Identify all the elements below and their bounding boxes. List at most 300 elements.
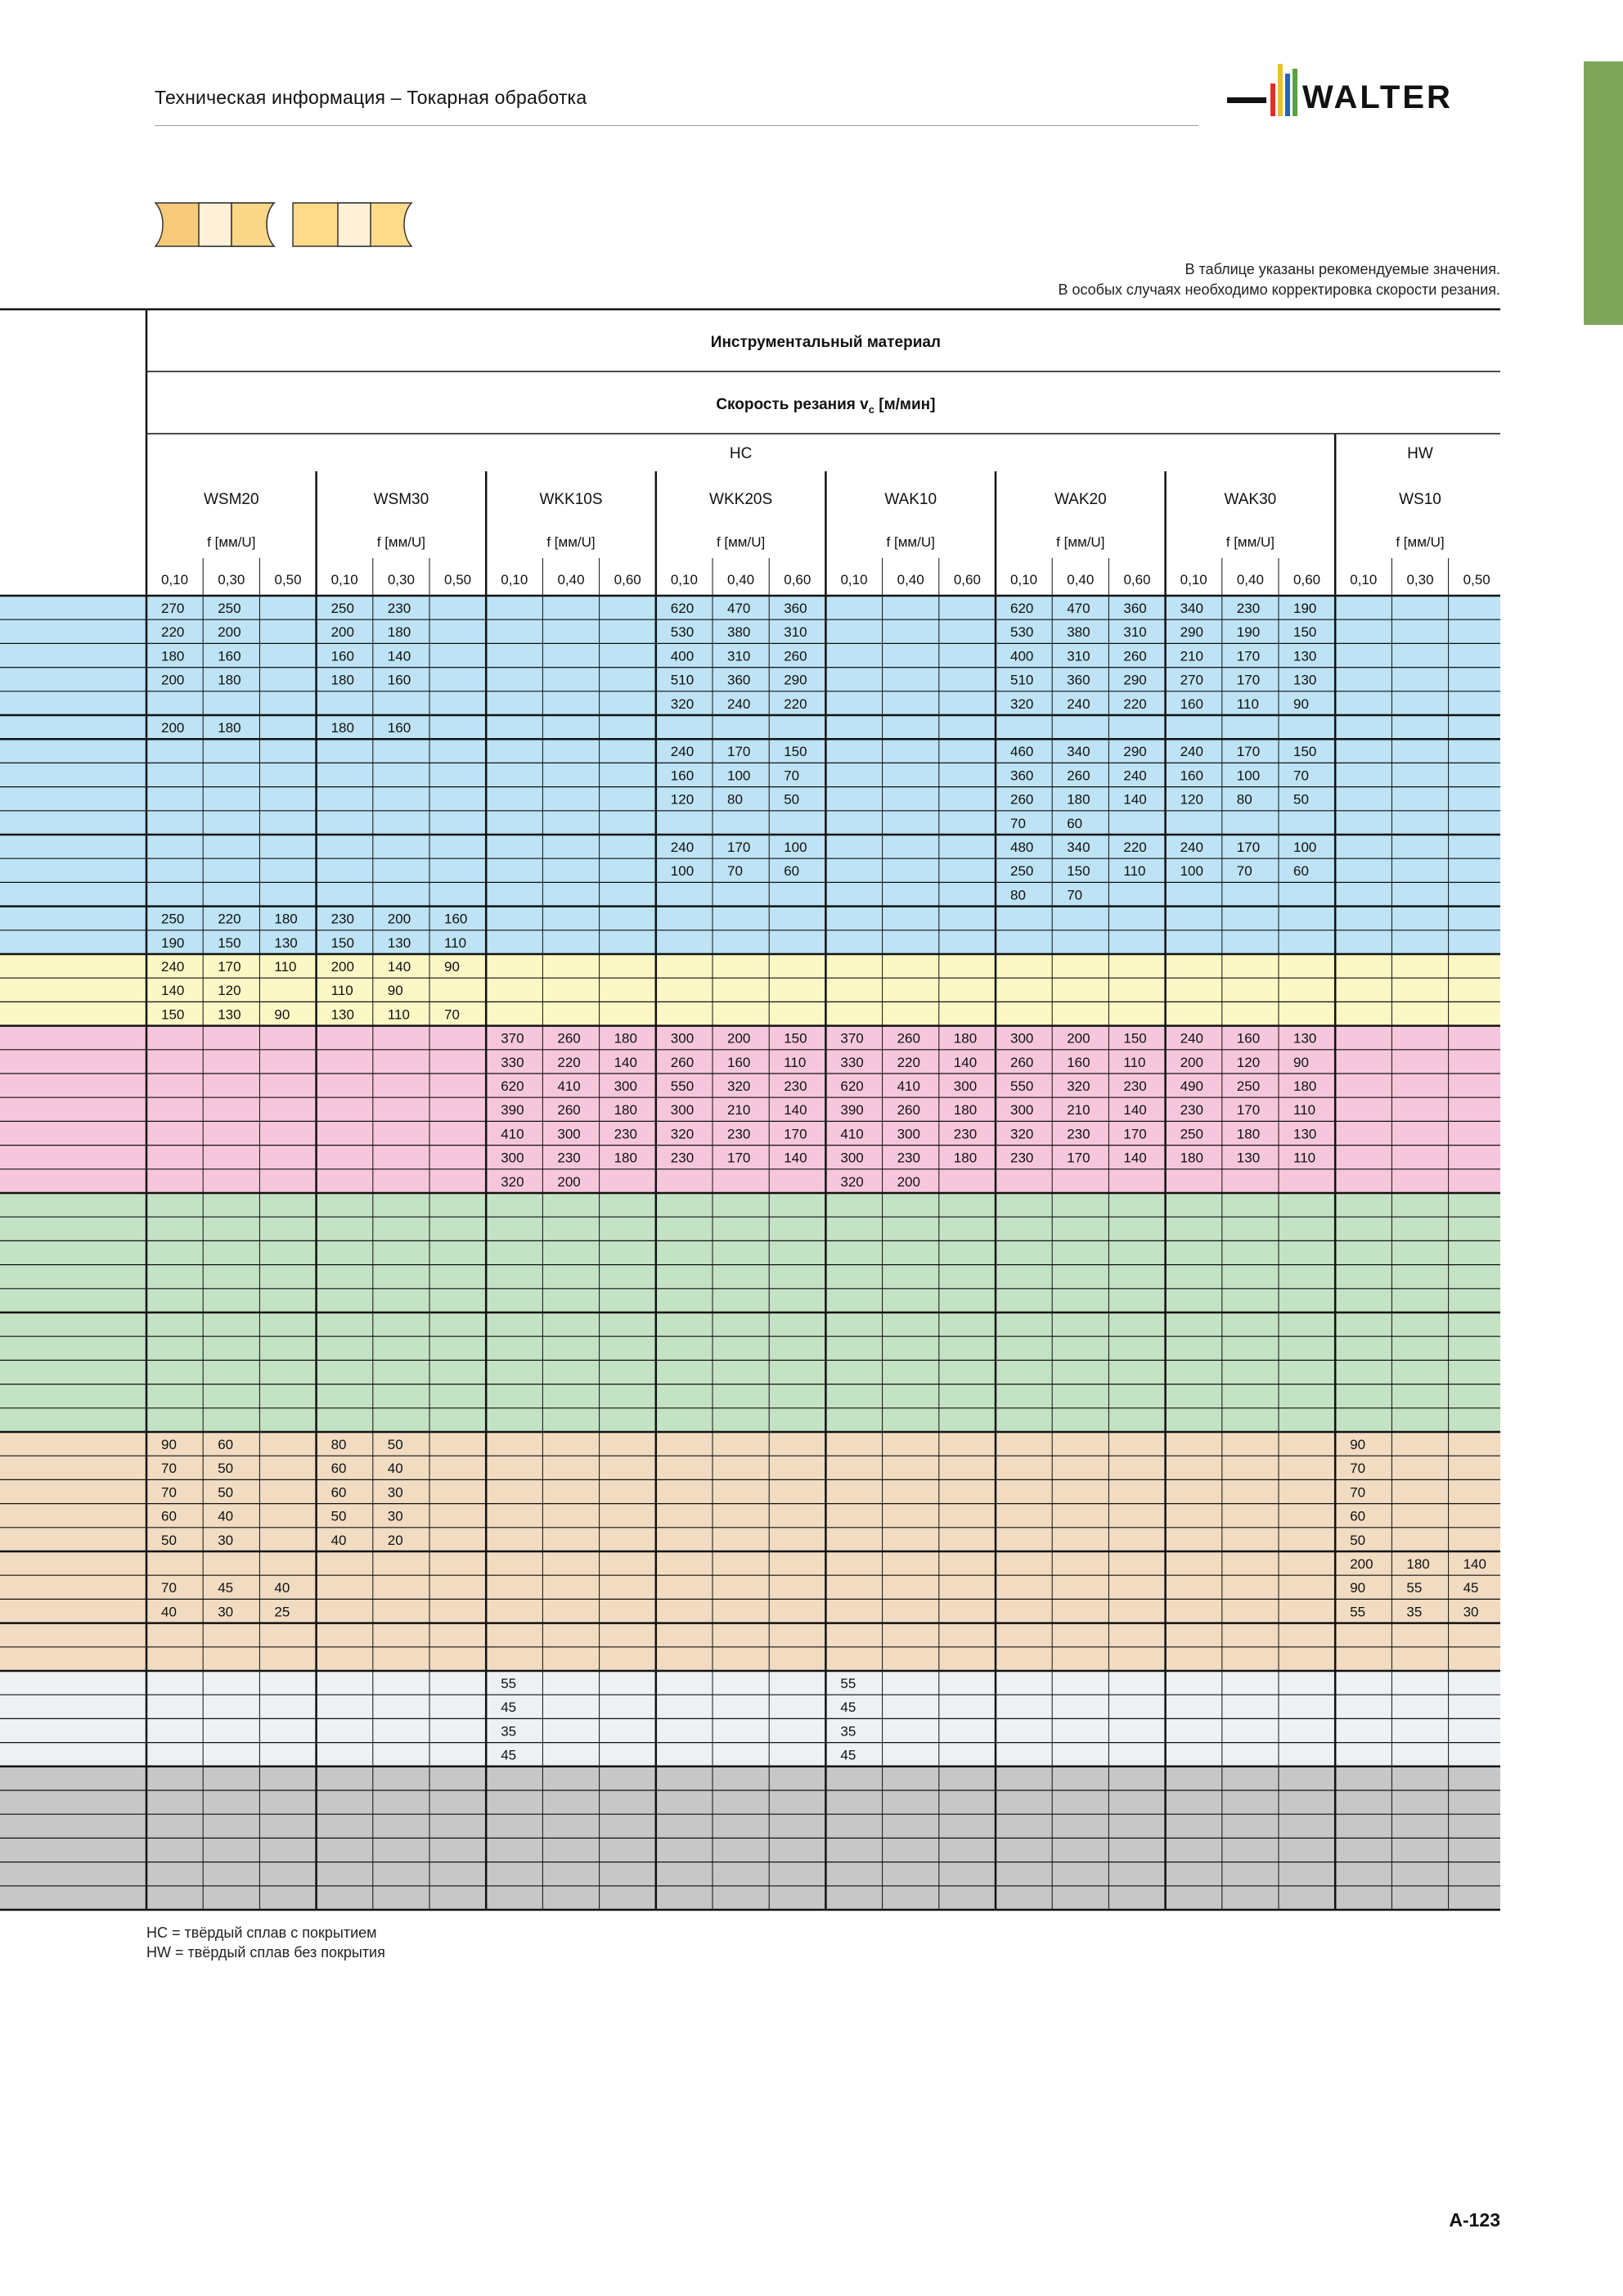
row-background (0, 1743, 1500, 1767)
speed-value: 90 (1350, 1580, 1366, 1596)
speed-value: 190 (1236, 624, 1261, 641)
row-background (0, 1217, 1500, 1240)
speed-value: 220 (1123, 696, 1147, 712)
speed-value: 530 (670, 624, 695, 641)
speed-value: 200 (330, 959, 354, 975)
speed-value: 510 (670, 672, 695, 688)
speed-value: 300 (614, 1078, 637, 1094)
speed-value: 310 (784, 624, 807, 641)
speed-value: 160 (1180, 696, 1203, 712)
speed-value: 50 (1293, 791, 1309, 808)
speed-value: 300 (501, 1150, 524, 1166)
grade-wak30: WAK30 (1224, 491, 1277, 508)
speed-value: 110 (444, 934, 467, 951)
speed-value: 160 (727, 1054, 751, 1070)
speed-value: 70 (727, 863, 743, 880)
speed-value: 60 (1293, 863, 1309, 880)
feed-unit-label: f [мм/U] (886, 534, 935, 550)
speed-value: 30 (218, 1532, 234, 1548)
speed-value: 310 (1123, 624, 1147, 641)
speed-value: 180 (1293, 1078, 1317, 1094)
feed-value: 0,30 (387, 572, 415, 588)
speed-value: 180 (614, 1102, 637, 1119)
speed-value: 470 (1067, 601, 1090, 616)
speed-value: 100 (670, 863, 695, 880)
feed-value: 0,30 (1406, 572, 1434, 588)
speed-value: 30 (218, 1604, 234, 1620)
legend-hc: HC = твёрдый сплав с покрытием (146, 1925, 377, 1941)
speed-value: 360 (727, 672, 751, 688)
speed-value: 40 (218, 1508, 234, 1524)
feed-value: 0,40 (1236, 572, 1264, 588)
speed-value: 130 (1293, 1030, 1317, 1047)
feed-unit-label: f [мм/U] (546, 534, 596, 550)
speed-value: 200 (161, 720, 185, 736)
speed-value: 130 (1293, 672, 1317, 688)
row-background (0, 1647, 1500, 1671)
speed-value: 250 (161, 911, 185, 927)
row-background (0, 1360, 1500, 1384)
speed-value: 140 (1123, 1102, 1147, 1119)
speed-value: 210 (1180, 648, 1203, 664)
page-title: Техническая информация – Токарная обработка (155, 87, 587, 108)
speed-value: 220 (784, 696, 807, 712)
row-background (0, 1671, 1500, 1695)
speed-value: 260 (897, 1102, 920, 1119)
page-number: A-123 (1449, 2209, 1500, 2231)
speed-value: 150 (1293, 624, 1317, 641)
grade-wsm30: WSM30 (373, 491, 429, 508)
row-background (0, 1193, 1500, 1217)
feed-value: 0,30 (218, 572, 245, 588)
speed-value: 180 (218, 720, 241, 736)
speed-value: 230 (330, 911, 354, 927)
feed-unit-label: f [мм/U] (1225, 534, 1275, 550)
speed-value: 300 (670, 1102, 695, 1119)
speed-value: 240 (1180, 1030, 1203, 1047)
speed-value: 180 (614, 1030, 637, 1047)
speed-value: 200 (1067, 1030, 1090, 1047)
speed-value: 130 (330, 1006, 354, 1023)
speed-value: 250 (1010, 863, 1034, 880)
speed-value: 360 (784, 601, 807, 616)
speed-value: 220 (218, 911, 241, 927)
speed-value: 340 (1180, 601, 1203, 616)
speed-value: 170 (727, 1150, 751, 1166)
row-background (0, 811, 1500, 835)
speed-value: 130 (274, 934, 298, 951)
speed-unit: [м/мин] (874, 396, 936, 413)
feed-value: 0,10 (670, 572, 698, 588)
grade-wkk10s: WKK10S (539, 491, 603, 508)
speed-value: 240 (1123, 768, 1147, 784)
speed-value: 50 (330, 1508, 347, 1524)
speed-value: 45 (840, 1699, 856, 1716)
row-background (0, 1718, 1500, 1742)
feed-value: 0,10 (840, 572, 868, 588)
speed-value: 240 (161, 959, 185, 975)
speed-value: 120 (670, 791, 695, 808)
feed-value: 0,40 (727, 572, 755, 588)
speed-value: 370 (501, 1030, 524, 1047)
speed-value: 320 (1067, 1078, 1090, 1094)
group-label-hc: HC (729, 445, 753, 462)
speed-value: 60 (330, 1461, 347, 1477)
speed-value: 470 (727, 601, 751, 616)
grade-wak10: WAK10 (884, 491, 937, 508)
speed-value: 90 (444, 959, 460, 975)
speed-value: 160 (1180, 768, 1203, 784)
speed-value: 50 (784, 791, 800, 808)
speed-value: 210 (1067, 1102, 1090, 1119)
insert-shape-icons (151, 199, 421, 252)
feed-value: 0,10 (1350, 572, 1378, 588)
speed-value: 220 (897, 1054, 920, 1070)
feed-value: 0,40 (1067, 572, 1095, 588)
speed-value: 510 (1010, 672, 1034, 688)
speed-value: 170 (1236, 744, 1261, 760)
feed-value: 0,10 (330, 572, 358, 588)
speed-value: 55 (1406, 1580, 1423, 1596)
grade-wak20: WAK20 (1054, 491, 1107, 508)
speed-subscript: c (868, 403, 874, 416)
speed-value: 100 (784, 840, 807, 855)
feed-unit-label: f [мм/U] (207, 534, 256, 550)
row-background (0, 1790, 1500, 1814)
speed-value: 250 (330, 601, 354, 616)
speed-value: 90 (161, 1437, 177, 1452)
tool-material-label: Инструментальный материал (710, 334, 942, 351)
speed-value: 70 (1293, 768, 1309, 784)
speed-value: 170 (1236, 1102, 1261, 1119)
speed-value: 230 (670, 1150, 695, 1166)
speed-value: 80 (1010, 887, 1026, 903)
speed-value: 50 (218, 1484, 234, 1501)
speed-value: 80 (1236, 791, 1252, 808)
speed-value: 300 (953, 1078, 978, 1094)
speed-value: 180 (614, 1150, 637, 1166)
feed-unit-label: f [мм/U] (716, 534, 766, 550)
speed-value: 260 (557, 1102, 581, 1119)
speed-value: 240 (670, 744, 695, 760)
speed-value: 120 (218, 983, 241, 999)
speed-value: 180 (953, 1150, 978, 1166)
speed-value: 460 (1010, 744, 1034, 760)
logo-wordmark: WALTER (1302, 79, 1453, 115)
speed-value: 130 (1236, 1150, 1261, 1166)
speed-value: 130 (387, 934, 411, 951)
insert-type-2-icon (293, 203, 411, 246)
speed-value: 30 (387, 1508, 403, 1524)
insert-type-1-icon (155, 203, 274, 246)
speed-value: 410 (557, 1078, 581, 1094)
speed-value: 360 (1067, 672, 1090, 688)
speed-value: 150 (1293, 744, 1317, 760)
speed-value: 180 (953, 1030, 978, 1047)
speed-value: 70 (1236, 863, 1252, 880)
speed-value: 230 (387, 601, 411, 616)
speed-value: 60 (161, 1508, 177, 1524)
speed-value: 180 (161, 648, 185, 664)
speed-value: 70 (1350, 1461, 1366, 1477)
speed-value: 250 (1180, 1126, 1203, 1142)
row-background (0, 1312, 1500, 1336)
speed-value: 150 (784, 744, 807, 760)
speed-value: 160 (444, 911, 468, 927)
speed-value: 180 (330, 672, 354, 688)
speed-value: 260 (557, 1030, 581, 1047)
grade-ws10: WS10 (1399, 491, 1441, 508)
row-background (0, 1838, 1500, 1862)
feed-unit-label: f [мм/U] (1396, 534, 1445, 550)
row-background (0, 1886, 1500, 1910)
feed-value: 0,40 (557, 572, 585, 588)
speed-value: 160 (1067, 1054, 1090, 1070)
row-background (0, 787, 1500, 811)
speed-value: 230 (1236, 601, 1261, 616)
speed-value: 80 (727, 791, 743, 808)
feed-value: 0,60 (1293, 572, 1321, 588)
speed-value: 410 (840, 1126, 864, 1142)
speed-value: 300 (897, 1126, 920, 1142)
speed-value: 40 (161, 1604, 177, 1620)
speed-value: 320 (727, 1078, 751, 1094)
speed-value: 230 (557, 1150, 581, 1166)
speed-value: 170 (1236, 672, 1261, 688)
speed-value: 230 (1067, 1126, 1090, 1142)
speed-value: 300 (557, 1126, 581, 1142)
speed-value: 200 (330, 624, 354, 641)
speed-value: 45 (1463, 1580, 1479, 1596)
speed-value: 410 (501, 1126, 524, 1142)
speed-value: 210 (727, 1102, 751, 1119)
speed-value: 60 (1067, 815, 1083, 831)
speed-value: 70 (784, 768, 800, 784)
cutting-speed-table (0, 308, 1500, 1916)
speed-value: 100 (1180, 863, 1203, 880)
feed-unit-label: f [мм/U] (376, 534, 426, 550)
speed-value: 150 (784, 1030, 807, 1047)
speed-value: 620 (501, 1078, 524, 1094)
speed-value: 200 (387, 911, 411, 927)
speed-value: 160 (387, 720, 411, 736)
speed-value: 230 (1123, 1078, 1147, 1094)
table-row-backgrounds (0, 596, 1500, 1910)
speed-value: 220 (161, 624, 185, 641)
row-background (0, 1551, 1500, 1575)
speed-value: 70 (161, 1484, 177, 1501)
speed-value: 70 (1350, 1484, 1366, 1501)
speed-value: 110 (1123, 863, 1146, 880)
row-background (0, 1408, 1500, 1432)
speed-value: 620 (840, 1078, 864, 1094)
speed-value: 90 (1350, 1437, 1366, 1452)
speed-value: 550 (1010, 1078, 1034, 1094)
speed-value: 290 (1123, 672, 1147, 688)
speed-value: 260 (670, 1054, 695, 1070)
speed-value: 30 (1463, 1604, 1479, 1620)
speed-value: 70 (444, 1006, 460, 1023)
speed-value: 180 (274, 911, 298, 927)
speed-value: 620 (670, 601, 695, 616)
speed-value: 360 (1010, 768, 1034, 784)
feed-unit-label: f [мм/U] (1056, 534, 1105, 550)
speed-value: 240 (670, 840, 695, 855)
speed-value: 390 (501, 1102, 524, 1119)
speed-value: 240 (727, 696, 751, 712)
feed-value: 0,10 (161, 572, 189, 588)
speed-value: 260 (1123, 648, 1147, 664)
speed-value: 140 (161, 983, 185, 999)
speed-value: 70 (161, 1461, 177, 1477)
speed-value: 150 (161, 1006, 185, 1023)
speed-value: 260 (897, 1030, 920, 1047)
speed-value: 290 (1123, 744, 1147, 760)
recommendation-note (1058, 259, 1500, 300)
speed-value: 150 (1123, 1030, 1147, 1047)
speed-value: 290 (1180, 624, 1203, 641)
speed-value: 180 (387, 624, 411, 641)
speed-value: 110 (784, 1054, 807, 1070)
speed-value: 310 (1067, 648, 1090, 664)
speed-value: 45 (501, 1699, 517, 1716)
speed-value: 60 (330, 1484, 347, 1501)
speed-value: 100 (1293, 840, 1317, 855)
speed-value: 170 (1236, 648, 1261, 664)
section-tab (1584, 61, 1623, 325)
speed-value: 170 (727, 744, 751, 760)
speed-value: 250 (1236, 1078, 1261, 1094)
speed-value: 390 (840, 1102, 864, 1119)
speed-value: 50 (1350, 1532, 1366, 1548)
speed-value: 320 (1010, 696, 1034, 712)
speed-value: 320 (670, 696, 695, 712)
speed-value: 50 (218, 1461, 234, 1477)
speed-value: 220 (1123, 840, 1147, 855)
speed-value: 620 (1010, 601, 1034, 616)
speed-value: 230 (1180, 1102, 1203, 1119)
speed-value: 110 (274, 959, 297, 975)
speed-value: 410 (897, 1078, 920, 1094)
speed-value: 230 (727, 1126, 751, 1142)
speed-value: 80 (330, 1437, 347, 1452)
row-background (0, 1695, 1500, 1718)
speed-value: 100 (1236, 768, 1261, 784)
speed-value: 45 (218, 1580, 234, 1596)
feed-value: 0,10 (1010, 572, 1038, 588)
note-line-1: В таблице указаны рекомендуемые значения. (1185, 261, 1500, 277)
speed-value: 90 (387, 983, 403, 999)
grade-wsm20: WSM20 (204, 491, 259, 508)
speed-value: 170 (784, 1126, 807, 1142)
row-background (0, 1240, 1500, 1264)
speed-value: 140 (1123, 1150, 1147, 1166)
speed-value: 200 (218, 624, 241, 641)
speed-value: 60 (784, 863, 800, 880)
speed-value: 90 (1293, 696, 1309, 712)
speed-value: 140 (387, 648, 411, 664)
speed-value: 150 (1067, 863, 1090, 880)
row-background (0, 882, 1500, 906)
speed-value: 370 (840, 1030, 864, 1047)
speed-value: 550 (670, 1078, 695, 1094)
feed-value: 0,50 (1463, 572, 1490, 588)
speed-value: 200 (161, 672, 185, 688)
title-divider (155, 125, 1198, 126)
speed-value: 260 (784, 648, 807, 664)
speed-value: 530 (1010, 624, 1034, 641)
speed-value: 300 (670, 1030, 695, 1047)
speed-value: 190 (1293, 601, 1317, 616)
speed-value: 70 (1010, 815, 1026, 831)
speed-value: 200 (1180, 1054, 1203, 1070)
speed-value: 50 (161, 1532, 177, 1548)
speed-value: 140 (784, 1150, 807, 1166)
speed-value: 180 (218, 672, 241, 688)
speed-value: 110 (1293, 1102, 1316, 1119)
feed-value: 0,40 (897, 572, 924, 588)
speed-value: 150 (218, 934, 241, 951)
speed-value: 170 (1067, 1150, 1090, 1166)
speed-value: 110 (330, 983, 353, 999)
feed-value: 0,60 (614, 572, 641, 588)
row-background (0, 1265, 1500, 1289)
speed-value: 330 (501, 1054, 524, 1070)
feed-value: 0,50 (274, 572, 302, 588)
row-background (0, 1767, 1500, 1790)
speed-value: 400 (1010, 648, 1034, 664)
grade-wkk20s: WKK20S (709, 491, 773, 508)
speed-value: 200 (727, 1030, 751, 1047)
speed-value: 180 (1236, 1126, 1261, 1142)
feed-value: 0,50 (444, 572, 472, 588)
group-label-hw: HW (1407, 445, 1433, 462)
speed-value: 490 (1180, 1078, 1203, 1094)
row-background (0, 1336, 1500, 1360)
speed-value: 70 (161, 1580, 177, 1596)
speed-value: 160 (1236, 1030, 1261, 1047)
row-background (0, 1384, 1500, 1408)
speed-value: 20 (387, 1532, 403, 1548)
speed-value: 35 (1406, 1604, 1423, 1620)
speed-value: 240 (1180, 744, 1203, 760)
speed-value: 270 (161, 601, 185, 616)
speed-value: 330 (840, 1054, 864, 1070)
speed-value: 70 (1067, 887, 1083, 903)
row-background (0, 1289, 1500, 1312)
speed-value: 180 (1067, 791, 1090, 808)
row-background (0, 858, 1500, 882)
speed-value: 260 (1067, 768, 1090, 784)
speed-value: 45 (501, 1747, 517, 1763)
speed-value: 170 (1236, 840, 1261, 855)
cutting-speed-label (716, 396, 935, 416)
speed-value: 200 (557, 1173, 581, 1190)
speed-value: 400 (670, 648, 695, 664)
speed-value: 35 (840, 1723, 856, 1740)
speed-value: 110 (1293, 1150, 1316, 1166)
speed-value: 140 (1463, 1556, 1486, 1572)
walter-logo (1227, 57, 1505, 131)
speed-value: 380 (1067, 624, 1090, 641)
speed-value: 300 (1010, 1102, 1034, 1119)
speed-value: 100 (727, 768, 751, 784)
speed-value: 140 (784, 1102, 807, 1119)
speed-value: 110 (387, 1006, 410, 1023)
speed-value: 320 (1010, 1126, 1034, 1142)
feed-value: 0,60 (953, 572, 981, 588)
speed-value: 40 (274, 1580, 290, 1596)
